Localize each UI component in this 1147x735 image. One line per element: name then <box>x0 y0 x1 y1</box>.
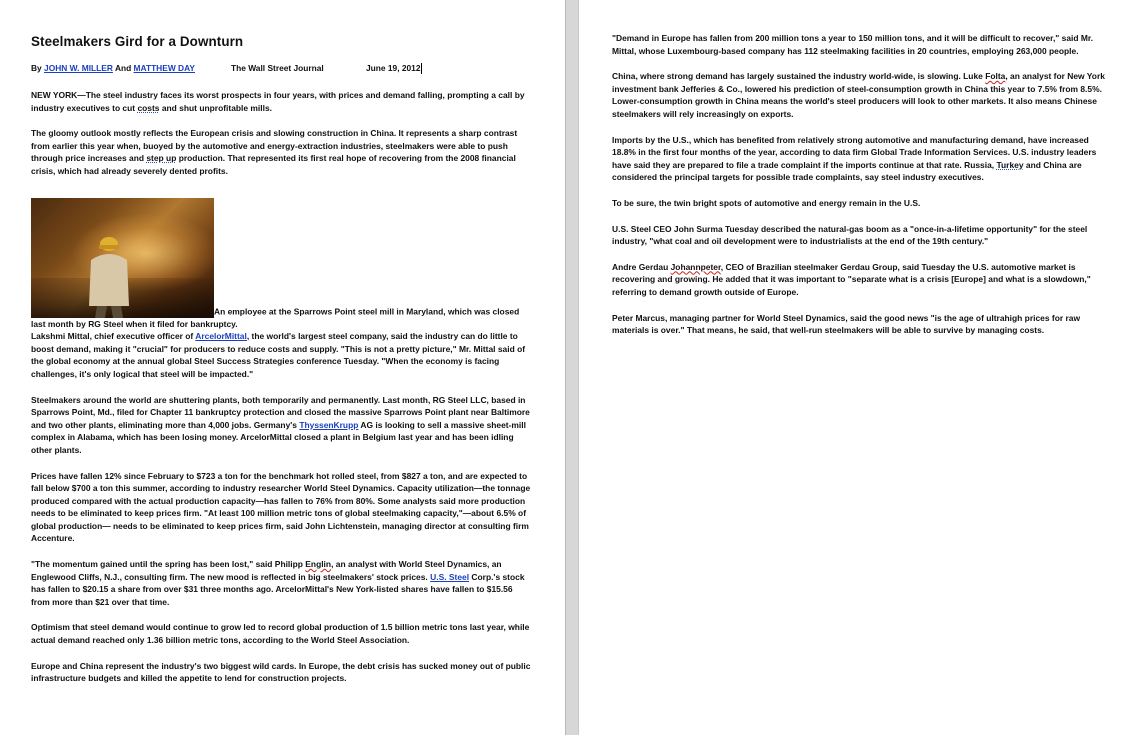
r2-text-a: China, where strong demand has largely sustained the industry world-wide, is slowing. Luke <box>612 71 986 82</box>
publication-date <box>366 63 420 73</box>
paragraph-15: Peter Marcus, managing partner for World Steel Dynamics, said the good news "is the age of ultrahigh prices for raw materials is over." That means, he said, that well-run steelmakers will be able to survive by managing costs. <box>612 312 1081 336</box>
p1-text-b: and shut unprofitable mills. <box>159 102 272 113</box>
paragraph-8: Europe and China represent the industry's two biggest wild cards. In Europe, the debt crisis has sucked money out of public infrastructure budgets and killed the appetite to lend for construction projects. <box>31 660 531 684</box>
paragraph-5: Prices have fallen 12% since February to $723 a ton for the benchmark hot rolled steel, from $827 a ton, and are expected to fall below $700 a ton this summer, according to industry researcher World Steel Dynamics. Capacity utilization—the tonnage produced compared with the actual production capacity—has fallen to 76% from 80%. Some analysts said more production needs to be eliminated to keep prices firm. "At least 100 million metric tons of global steelmaking capacity,"—about 6.5% of global production— needs to be eliminated to keep prices firm, said John Lichtenstein, managing director at consulting firm Accenture. <box>31 470 531 544</box>
p2-text-a: The gloomy outlook mostly reflects the European crisis and slowing construction in China. It represents a sharp contrast from earlier this year when, buoyed by the automotive and energy-extraction industries, steelmakers were able to push through price increases and <box>31 128 518 164</box>
paragraph-11 <box>612 134 1113 184</box>
p2-text-b: production. That represented its first real hope of recovering from the 2008 financial crisis, which had already severely dented profits. <box>31 153 516 176</box>
spelling-flag-johannpeter[interactable]: Johannpeter <box>670 261 721 272</box>
byline-and: And <box>114 63 132 73</box>
steel-mill-photo[interactable] <box>31 198 214 318</box>
paragraph-9: "Demand in Europe has fallen from 200 million tons a year to 150 million tons, and it will be difficult to recover," said Mr. Mittal, whose Luxembourg-based company has 112 steelmaking facilities in 20 countries, employing 263,000 people. <box>612 33 1094 56</box>
photo-caption: An employee at the Sparrows Point steel mill in Maryland, which was closed last month by RG Steel when it filed for bankruptcy. <box>31 305 520 329</box>
p4-text-b: AG is looking to sell a massive sheet-mill complex in Alabama, which has been losing money. ArcelorMittal closed a plant in Belgium last year and has been idling other plants. <box>31 419 526 455</box>
r3-text-a: Imports by the U.S., which has benefited from relatively strong automotive and manufacturing demand, have increased 18.8% in the first four months of the year, according to data firm Global Trade Information Services. U.S. industry leaders have said they are prepared to file a trade complaint if the imports continue at that rate. Russia, <box>612 134 1097 170</box>
paragraph-10 <box>612 70 1113 120</box>
grammar-flag-step-up[interactable]: step up <box>146 153 177 164</box>
byline <box>31 63 533 75</box>
paragraph-14 <box>612 261 1113 299</box>
p3-text-a: Lakshmi Mittal, chief executive officer of <box>31 331 196 342</box>
spelling-flag-englin[interactable]: Englin <box>305 559 332 570</box>
page-gutter <box>565 0 579 735</box>
paragraph-4 <box>31 394 533 457</box>
grammar-flag-turkey[interactable]: Turkey <box>996 159 1024 170</box>
byline-by: By <box>31 63 42 73</box>
link-us-steel[interactable]: U.S. Steel <box>430 571 470 582</box>
p6-text-b: , an analyst with World Steel Dynamics, an Englewood Cliffs, N.J., consulting firm. The new mood is reflected in big steelmakers' stock prices. <box>31 559 502 582</box>
r2-text-b: , an analyst for New York investment bank Jefferies & Co., lowered his prediction of steel-consumption growth in China this year to 7.5% from 8.5%. Lower-consumption growth in China means the world's steel producers will look to other markets. It also means Chinese steelmakers will rely increasingly on exports. <box>612 71 1105 119</box>
author-link-john-miller[interactable]: JOHN W. MILLER <box>44 63 113 73</box>
r6-text-a: Andre Gerdau <box>612 261 671 272</box>
paragraph-1 <box>31 89 533 114</box>
r6-text-b: , CEO of Brazilian steelmaker Gerdau Group, said Tuesday the U.S. automotive market is recovering and growing. He added that it was important to "separate what is a crisis [Europe] and what is a slowdown," referring to demand growth outside of Europe. <box>612 261 1091 297</box>
paragraph-2 <box>31 127 533 177</box>
grammar-flag-costs[interactable]: costs <box>137 102 160 113</box>
link-thyssenkrupp[interactable]: ThyssenKrupp <box>299 419 359 430</box>
text-cursor <box>421 63 422 74</box>
article-title: Steelmakers Gird for a Downturn <box>31 34 244 49</box>
paragraph-12: To be sure, the twin bright spots of automotive and energy remain in the U.S. <box>612 197 921 208</box>
photo-with-caption <box>31 198 533 331</box>
document-page-1[interactable] <box>0 0 565 735</box>
r3-text-b: and China are considered the principal targets for possible trade complaints, say steel industry executives. <box>612 159 1082 183</box>
spelling-flag-folta[interactable]: Folta <box>985 71 1006 82</box>
byline-authors <box>31 63 195 73</box>
publication-name: The Wall Street Journal <box>231 63 324 73</box>
author-link-matthew-day[interactable]: MATTHEW DAY <box>133 63 195 73</box>
worker-figure <box>83 236 133 318</box>
document-page-2[interactable] <box>579 0 1147 735</box>
date-text: June 19, 2012 <box>366 63 421 73</box>
paragraph-3 <box>31 330 533 380</box>
paragraph-13: U.S. Steel CEO John Surma Tuesday described the natural-gas boom as a "once-in-a-lifetime opportunity" for the steel industry, "what coal and oil development were to industrialists at the end of the 19th century." <box>612 223 1088 247</box>
p6-text-a: "The momentum gained until the spring has been lost," said Philipp <box>31 559 306 570</box>
link-arcelormittal[interactable]: ArcelorMittal <box>195 331 247 342</box>
paragraph-7: Optimism that steel demand would continue to grow led to record global production of 1.5 billion metric tons last year, while actual demand reached only 1.36 billion metric tons, according to the World Steel Association. <box>31 622 530 646</box>
paragraph-6 <box>31 558 533 608</box>
p6-text-c: Corp.'s stock has fallen to $20.15 a share from over $31 three months ago. ArcelorMittal's New York-listed shares have fallen to $15.56 from more than $21 over that time. <box>31 571 525 607</box>
p3-text-b: , the world's largest steel company, said the industry can do little to boost demand, making it "crucial" for producers to reduce costs and supply. "This is not a pretty picture," Mr. Mittal said of the global economy at the annual global Steel Success Strategies conference Tuesday. "When the economy is facing challenges, it's only logical that steel will be impacted." <box>31 331 526 379</box>
p4-text-a: Steelmakers around the world are shuttering plants, both temporarily and permanently. Last month, RG Steel LLC, based in Sparrows Point, Md., filed for Chapter 11 bankruptcy protection and closed the massive Sparrows Point plant near Baltimore and two other plants, eliminating more than 4,000 jobs. Germany's <box>31 394 530 430</box>
p1-text-a: NEW YORK—The steel industry faces its worst prospects in four years, with prices and demand falling, prompting a call by industry executives to cut <box>31 90 525 113</box>
